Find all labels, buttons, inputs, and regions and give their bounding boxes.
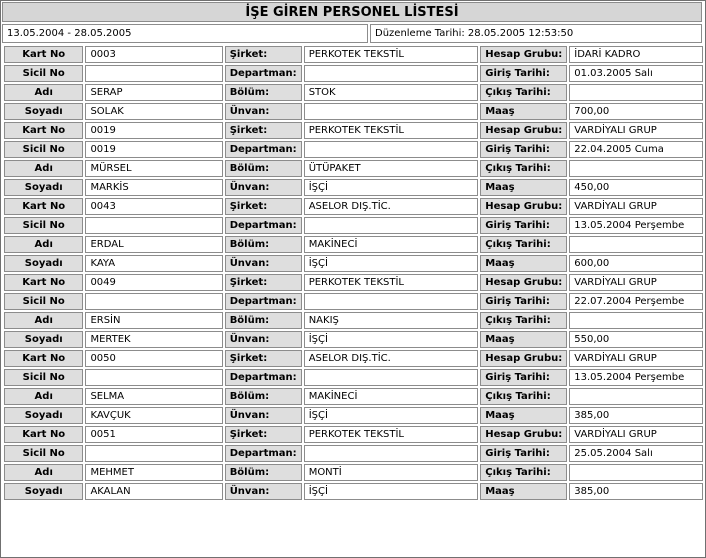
departman-label: Departman:: [225, 293, 302, 310]
unvan-label: Ünvan:: [225, 103, 302, 120]
kart-no-value: 0019: [85, 122, 222, 139]
adi-value: MÜRSEL: [85, 160, 222, 177]
departman-value: [304, 65, 479, 82]
departman-label: Departman:: [225, 65, 302, 82]
table-row: [4, 236, 703, 253]
soyadi-value: AKALAN: [85, 483, 222, 500]
unvan-label: Ünvan:: [225, 179, 302, 196]
kart-no-value: 0051: [85, 426, 222, 443]
personnel-table-body: [4, 46, 703, 500]
table-row: [4, 274, 703, 291]
bolum-label: Bölüm:: [225, 312, 302, 329]
table-row: [4, 141, 703, 158]
hesap-grubu-label: Hesap Grubu:: [480, 274, 567, 291]
giris-tarihi-label: Giriş Tarihi:: [480, 293, 567, 310]
table-row: [4, 84, 703, 101]
adi-label: Adı: [4, 84, 83, 101]
sicil-no-label: Sicil No: [4, 445, 83, 462]
soyadi-label: Soyadı: [4, 407, 83, 424]
table-row: [4, 331, 703, 348]
unvan-value: İŞÇİ: [304, 331, 479, 348]
adi-label: Adı: [4, 160, 83, 177]
table-row: [4, 160, 703, 177]
bolum-label: Bölüm:: [225, 236, 302, 253]
edit-date: Düzenleme Tarihi: 28.05.2005 12:53:50: [370, 24, 702, 43]
kart-no-label: Kart No: [4, 198, 83, 215]
sicil-no-value: 0019: [85, 141, 222, 158]
cikis-tarihi-value: [569, 160, 703, 177]
giris-tarihi-label: Giriş Tarihi:: [480, 217, 567, 234]
sicil-no-label: Sicil No: [4, 65, 83, 82]
maas-value: 550,00: [569, 331, 703, 348]
maas-value: 600,00: [569, 255, 703, 272]
departman-value: [304, 293, 479, 310]
giris-tarihi-label: Giriş Tarihi:: [480, 141, 567, 158]
sirket-label: Şirket:: [225, 122, 302, 139]
giris-tarihi-label: Giriş Tarihi:: [480, 65, 567, 82]
table-row: [4, 369, 703, 386]
sirket-value: PERKOTEK TEKSTİL: [304, 46, 479, 63]
giris-tarihi-value: 22.04.2005 Cuma: [569, 141, 703, 158]
soyadi-label: Soyadı: [4, 331, 83, 348]
sirket-value: ASELOR DIŞ.TİC.: [304, 198, 479, 215]
sirket-value: PERKOTEK TEKSTİL: [304, 274, 479, 291]
maas-value: 385,00: [569, 407, 703, 424]
giris-tarihi-value: 25.05.2004 Salı: [569, 445, 703, 462]
report-title: İŞE GİREN PERSONEL LİSTESİ: [2, 2, 702, 22]
adi-value: ERDAL: [85, 236, 222, 253]
cikis-tarihi-label: Çıkış Tarihi:: [480, 236, 567, 253]
bolum-label: Bölüm:: [225, 84, 302, 101]
cikis-tarihi-value: [569, 312, 703, 329]
table-row: [4, 65, 703, 82]
soyadi-value: KAYA: [85, 255, 222, 272]
cikis-tarihi-value: [569, 236, 703, 253]
soyadi-label: Soyadı: [4, 179, 83, 196]
hesap-grubu-value: VARDİYALI GRUP: [569, 198, 703, 215]
unvan-value: İŞÇİ: [304, 179, 479, 196]
cikis-tarihi-label: Çıkış Tarihi:: [480, 464, 567, 481]
sicil-no-value: [85, 217, 222, 234]
soyadi-value: MERTEK: [85, 331, 222, 348]
adi-value: MEHMET: [85, 464, 222, 481]
departman-label: Departman:: [225, 141, 302, 158]
kart-no-value: 0049: [85, 274, 222, 291]
sirket-value: PERKOTEK TEKSTİL: [304, 122, 479, 139]
adi-value: SERAP: [85, 84, 222, 101]
maas-value: 385,00: [569, 483, 703, 500]
hesap-grubu-label: Hesap Grubu:: [480, 350, 567, 367]
bolum-value: MAKİNECİ: [304, 236, 479, 253]
unvan-value: [304, 103, 479, 120]
bolum-value: STOK: [304, 84, 479, 101]
kart-no-label: Kart No: [4, 122, 83, 139]
kart-no-label: Kart No: [4, 46, 83, 63]
bolum-label: Bölüm:: [225, 388, 302, 405]
table-row: [4, 293, 703, 310]
sirket-value: ASELOR DIŞ.TİC.: [304, 350, 479, 367]
giris-tarihi-value: 22.07.2004 Perşembe: [569, 293, 703, 310]
date-range: 13.05.2004 - 28.05.2005: [2, 24, 368, 43]
cikis-tarihi-value: [569, 388, 703, 405]
table-row: [4, 350, 703, 367]
cikis-tarihi-label: Çıkış Tarihi:: [480, 84, 567, 101]
table-row: [4, 179, 703, 196]
sicil-no-value: [85, 445, 222, 462]
bolum-value: MONTİ: [304, 464, 479, 481]
maas-label: Maaş: [480, 255, 567, 272]
personnel-table: [2, 44, 705, 502]
hesap-grubu-value: VARDİYALI GRUP: [569, 350, 703, 367]
bolum-label: Bölüm:: [225, 160, 302, 177]
table-row: [4, 388, 703, 405]
hesap-grubu-value: VARDİYALI GRUP: [569, 122, 703, 139]
hesap-grubu-value: VARDİYALI GRUP: [569, 426, 703, 443]
hesap-grubu-label: Hesap Grubu:: [480, 122, 567, 139]
departman-value: [304, 369, 479, 386]
sicil-no-label: Sicil No: [4, 369, 83, 386]
departman-label: Departman:: [225, 217, 302, 234]
kart-no-value: 0050: [85, 350, 222, 367]
sicil-no-label: Sicil No: [4, 217, 83, 234]
bolum-value: NAKIŞ: [304, 312, 479, 329]
kart-no-value: 0003: [85, 46, 222, 63]
kart-no-label: Kart No: [4, 350, 83, 367]
sicil-no-value: [85, 65, 222, 82]
kart-no-label: Kart No: [4, 274, 83, 291]
adi-label: Adı: [4, 236, 83, 253]
table-row: [4, 407, 703, 424]
table-row: [4, 198, 703, 215]
sirket-value: PERKOTEK TEKSTİL: [304, 426, 479, 443]
hesap-grubu-label: Hesap Grubu:: [480, 198, 567, 215]
hesap-grubu-label: Hesap Grubu:: [480, 46, 567, 63]
sirket-label: Şirket:: [225, 350, 302, 367]
cikis-tarihi-value: [569, 464, 703, 481]
unvan-label: Ünvan:: [225, 483, 302, 500]
maas-label: Maaş: [480, 483, 567, 500]
departman-value: [304, 217, 479, 234]
adi-label: Adı: [4, 388, 83, 405]
adi-value: SELMA: [85, 388, 222, 405]
table-row: [4, 122, 703, 139]
bolum-value: ÜTÜPAKET: [304, 160, 479, 177]
maas-value: 700,00: [569, 103, 703, 120]
adi-label: Adı: [4, 312, 83, 329]
hesap-grubu-value: İDARİ KADRO: [569, 46, 703, 63]
soyadi-label: Soyadı: [4, 483, 83, 500]
table-row: [4, 255, 703, 272]
cikis-tarihi-label: Çıkış Tarihi:: [480, 388, 567, 405]
maas-label: Maaş: [480, 179, 567, 196]
table-row: [4, 103, 703, 120]
soyadi-label: Soyadı: [4, 255, 83, 272]
unvan-label: Ünvan:: [225, 331, 302, 348]
table-row: [4, 312, 703, 329]
departman-label: Departman:: [225, 369, 302, 386]
soyadi-value: MARKİS: [85, 179, 222, 196]
giris-tarihi-value: 13.05.2004 Perşembe: [569, 217, 703, 234]
maas-value: 450,00: [569, 179, 703, 196]
unvan-label: Ünvan:: [225, 407, 302, 424]
maas-label: Maaş: [480, 103, 567, 120]
giris-tarihi-label: Giriş Tarihi:: [480, 445, 567, 462]
soyadi-label: Soyadı: [4, 103, 83, 120]
soyadi-value: KAVÇUK: [85, 407, 222, 424]
sicil-no-label: Sicil No: [4, 293, 83, 310]
sicil-no-value: [85, 369, 222, 386]
cikis-tarihi-value: [569, 84, 703, 101]
sirket-label: Şirket:: [225, 198, 302, 215]
departman-label: Departman:: [225, 445, 302, 462]
maas-label: Maaş: [480, 407, 567, 424]
adi-value: ERSİN: [85, 312, 222, 329]
giris-tarihi-value: 01.03.2005 Salı: [569, 65, 703, 82]
giris-tarihi-value: 13.05.2004 Perşembe: [569, 369, 703, 386]
bolum-label: Bölüm:: [225, 464, 302, 481]
unvan-label: Ünvan:: [225, 255, 302, 272]
table-row: [4, 426, 703, 443]
table-row: [4, 445, 703, 462]
hesap-grubu-value: VARDİYALI GRUP: [569, 274, 703, 291]
sirket-label: Şirket:: [225, 426, 302, 443]
kart-no-label: Kart No: [4, 426, 83, 443]
cikis-tarihi-label: Çıkış Tarihi:: [480, 160, 567, 177]
soyadi-value: SOLAK: [85, 103, 222, 120]
sirket-label: Şirket:: [225, 46, 302, 63]
giris-tarihi-label: Giriş Tarihi:: [480, 369, 567, 386]
sicil-no-label: Sicil No: [4, 141, 83, 158]
table-row: [4, 217, 703, 234]
sirket-label: Şirket:: [225, 274, 302, 291]
maas-label: Maaş: [480, 331, 567, 348]
cikis-tarihi-label: Çıkış Tarihi:: [480, 312, 567, 329]
hesap-grubu-label: Hesap Grubu:: [480, 426, 567, 443]
adi-label: Adı: [4, 464, 83, 481]
departman-value: [304, 445, 479, 462]
unvan-value: İŞÇİ: [304, 407, 479, 424]
bolum-value: MAKİNECİ: [304, 388, 479, 405]
table-row: [4, 464, 703, 481]
departman-value: [304, 141, 479, 158]
table-row: [4, 46, 703, 63]
table-row: [4, 483, 703, 500]
unvan-value: İŞÇİ: [304, 483, 479, 500]
sicil-no-value: [85, 293, 222, 310]
kart-no-value: 0043: [85, 198, 222, 215]
unvan-value: İŞÇİ: [304, 255, 479, 272]
